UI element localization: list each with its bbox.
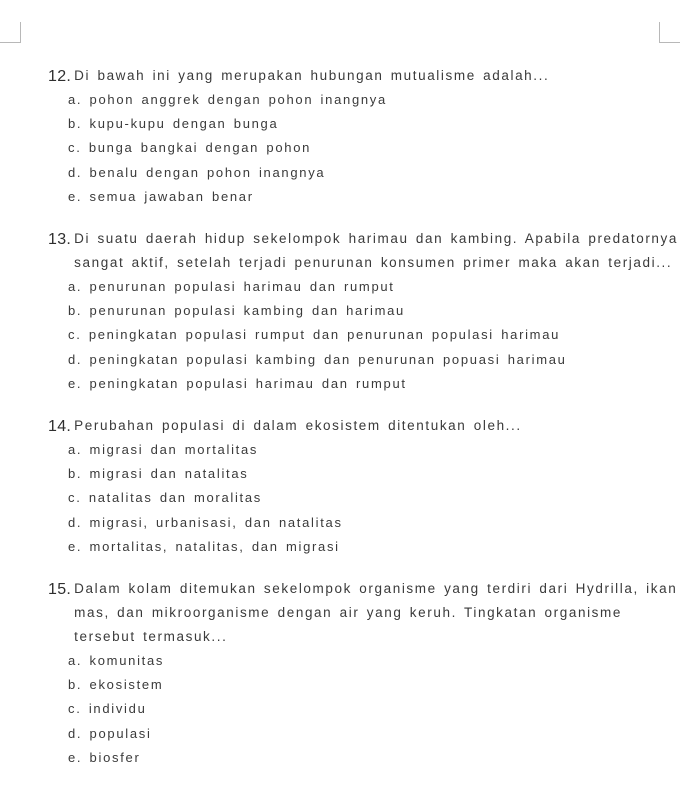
answer-option-e: e. peningkatan populasi harimau dan rumput xyxy=(68,375,407,391)
question-15 xyxy=(48,581,688,770)
question-number: 15. xyxy=(48,581,72,599)
question-header xyxy=(48,581,688,649)
answer-option-e: e. semua jawaban benar xyxy=(68,188,254,204)
answer-options xyxy=(68,88,688,209)
question-12 xyxy=(48,68,688,209)
question-number: 14. xyxy=(48,418,72,436)
answer-option-e: e. mortalitas, natalitas, dan migrasi xyxy=(68,538,340,554)
answer-option-e: e. biosfer xyxy=(68,749,141,765)
question-14 xyxy=(48,418,688,559)
answer-option-b: b. penurunan populasi kambing dan harimau xyxy=(68,303,405,319)
answer-option-d: d. benalu dengan pohon inangnya xyxy=(68,164,326,180)
document-body xyxy=(48,68,688,792)
answer-option-a: a. komunitas xyxy=(68,653,165,669)
question-text: Di bawah ini yang merupakan hubungan mutualisme adalah... xyxy=(74,68,550,83)
question-text: Di suatu daerah hidup sekelompok harimau dan kambing. Apabila predatornya sangat aktif, setelah terjadi penurunan konsumen primer maka akan terjadi... xyxy=(74,231,679,271)
answer-option-a: a. pohon anggrek dengan pohon inangnya xyxy=(68,92,387,107)
question-header xyxy=(48,418,688,438)
answer-option-b: b. migrasi dan natalitas xyxy=(68,466,249,482)
answer-option-d: d. peningkatan populasi kambing dan penurunan popuasi harimau xyxy=(68,351,567,367)
question-number: 13. xyxy=(48,231,72,249)
answer-option-c: c. peningkatan populasi rumput dan penurunan populasi harimau xyxy=(68,327,561,343)
answer-option-d: d. migrasi, urbanisasi, dan natalitas xyxy=(68,514,343,530)
answer-option-c: c. bunga bangkai dengan pohon xyxy=(68,140,312,156)
answer-option-b: b. kupu-kupu dengan bunga xyxy=(68,116,279,132)
answer-option-c: c. natalitas dan moralitas xyxy=(68,490,262,506)
answer-option-b: b. ekosistem xyxy=(68,677,164,693)
answer-option-a: a. penurunan populasi harimau dan rumput xyxy=(68,279,395,295)
question-text: Dalam kolam ditemukan sekelompok organisme yang terdiri dari Hydrilla, ikan mas, dan mikroorganisme dengan air yang keruh. Tingkatan organisme tersebut termasuk... xyxy=(74,581,678,645)
page-corner-mark-right xyxy=(659,22,680,43)
answer-option-c: c. individu xyxy=(68,701,147,717)
question-header xyxy=(48,68,688,88)
answer-options xyxy=(68,438,688,559)
question-number: 12. xyxy=(48,68,72,85)
page-corner-mark-left xyxy=(0,22,21,43)
answer-option-d: d. populasi xyxy=(68,725,152,741)
question-text: Perubahan populasi di dalam ekosistem ditentukan oleh... xyxy=(74,418,522,434)
question-13 xyxy=(48,231,688,396)
question-header xyxy=(48,231,688,275)
answer-options xyxy=(68,275,688,396)
answer-option-a: a. migrasi dan mortalitas xyxy=(68,442,259,458)
answer-options xyxy=(68,649,688,770)
